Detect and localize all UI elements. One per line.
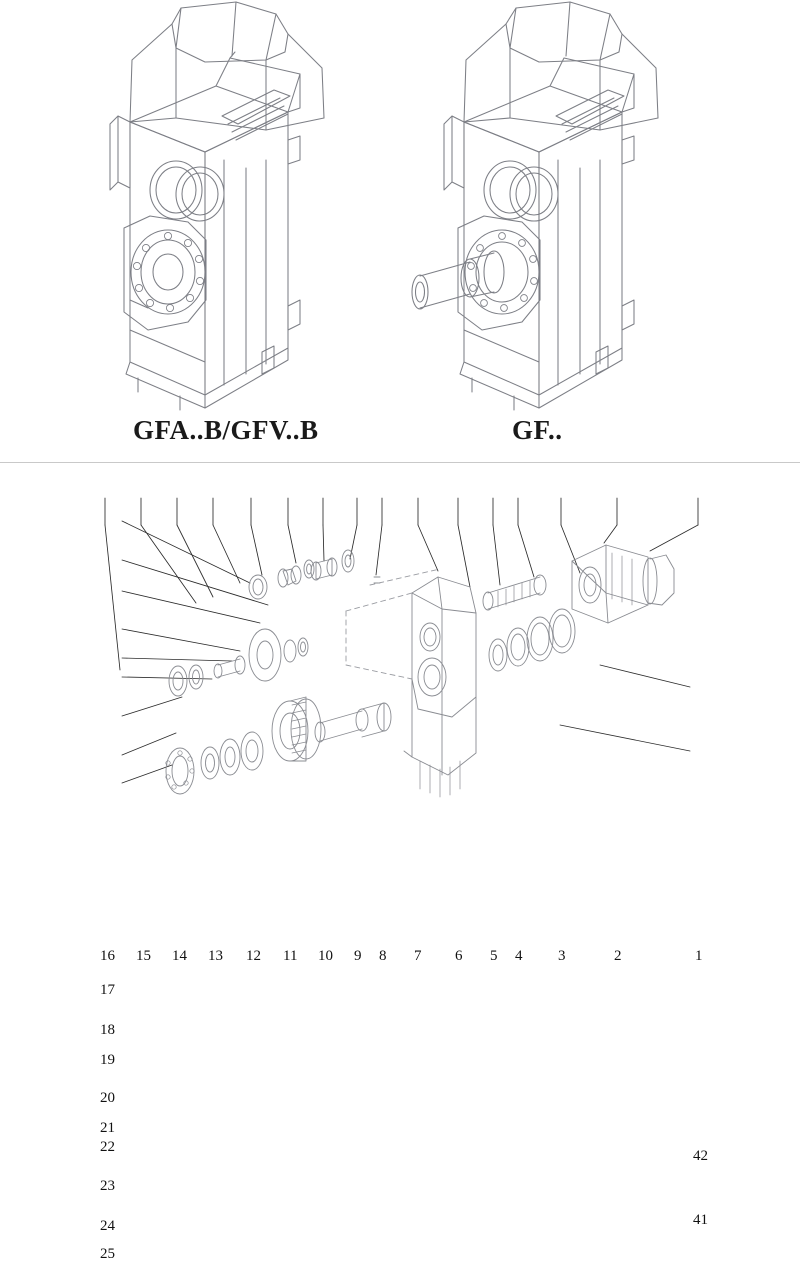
callout-41: 41 xyxy=(693,1212,708,1228)
gearbox-views-drawing xyxy=(0,0,800,465)
callout-19: 19 xyxy=(100,1052,115,1068)
gearbox-solid-shaft-view xyxy=(412,2,658,410)
callout-14: 14 xyxy=(172,948,187,964)
callout-15: 15 xyxy=(136,948,151,964)
callout-23: 23 xyxy=(100,1178,115,1194)
callout-11: 11 xyxy=(283,948,298,964)
section-divider xyxy=(0,462,800,463)
callout-8: 8 xyxy=(379,948,387,964)
callout-1: 1 xyxy=(695,948,703,964)
callout-24: 24 xyxy=(100,1218,115,1234)
callout-9: 9 xyxy=(354,948,362,964)
callout-20: 20 xyxy=(100,1090,115,1106)
callout-4: 4 xyxy=(515,948,523,964)
parts-right-group xyxy=(483,545,674,671)
callout-10: 10 xyxy=(318,948,333,964)
callout-16: 16 xyxy=(100,948,115,964)
callout-6: 6 xyxy=(455,948,463,964)
callout-13: 13 xyxy=(208,948,223,964)
parts-main-housing xyxy=(346,569,476,797)
exploded-parts-drawing xyxy=(0,465,800,800)
callout-12: 12 xyxy=(246,948,261,964)
callout-7: 7 xyxy=(414,948,422,964)
callout-3: 3 xyxy=(558,948,566,964)
parts-small-top xyxy=(249,550,380,599)
callout-2: 2 xyxy=(614,948,622,964)
callout-18: 18 xyxy=(100,1022,115,1038)
callout-25: 25 xyxy=(100,1246,115,1262)
gearbox-hollow-shaft-view xyxy=(110,2,324,410)
callout-5: 5 xyxy=(490,948,498,964)
exploded-view-section xyxy=(0,465,800,1262)
callout-17: 17 xyxy=(100,982,115,998)
gearbox-views-section xyxy=(0,0,800,465)
callout-22: 22 xyxy=(100,1139,115,1155)
parts-gear-cluster xyxy=(169,629,308,696)
caption-gf: GF.. xyxy=(512,415,563,445)
caption-gfab-gfvb: GFA..B/GFV..B xyxy=(133,415,319,445)
callout-21: 21 xyxy=(100,1120,115,1136)
callout-42: 42 xyxy=(693,1148,708,1164)
parts-helical-gear-shaft xyxy=(166,697,391,794)
